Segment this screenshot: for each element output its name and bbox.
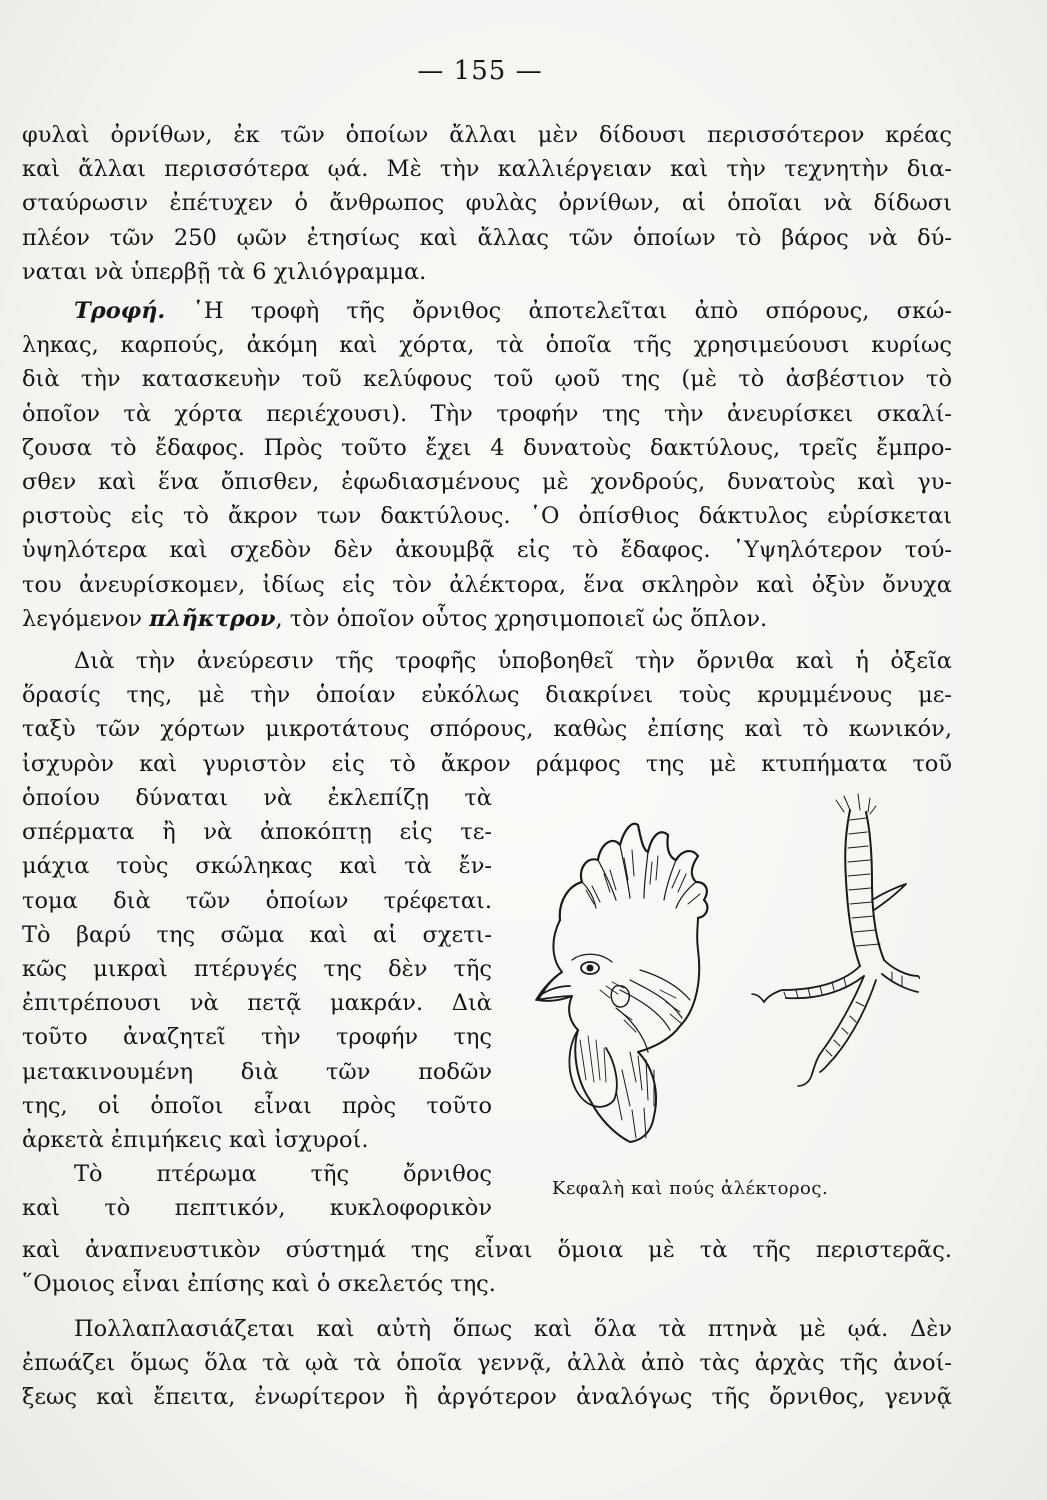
rooster-illustration	[520, 790, 920, 1180]
text-line: ληκας, καρπούς, ἀκόμη καὶ χόρτα, τὰ ὁποῖα τῆς χρησιμεύουσι κυρίως	[22, 332, 952, 359]
text-line: πλέον τῶν 250 ῳῶν ἐτησίως καὶ ἄλλας τῶν ὁποίων τὸ βάρος νὰ δύ-	[22, 224, 952, 251]
paragraph-3-narrow	[22, 781, 492, 1226]
text-line	[22, 602, 952, 636]
text-line	[22, 294, 952, 328]
text-line: ἐπιτρέπουσι νὰ πετᾷ μακράν. Διὰ	[22, 990, 492, 1017]
text-line: ὁποίου δύναται νὰ ἐκλεπίζῃ τὰ	[22, 785, 492, 811]
text-line: ἰσχυρὸν καὶ γυριστὸν εἰς τὸ ἄκρον ράμφος της μὲ κτυπήματα τοῦ	[22, 750, 952, 777]
rooster-toe-front-left	[764, 966, 864, 1002]
text-line: Διὰ τὴν ἀνεύρεσιν τῆς τροφῆς ὑποβοηθεῖ τὴν ὄρνιθα καὶ ἡ ὀξεῖα	[74, 648, 952, 674]
text-line: καὶ ἀναπνευστικὸν σύστημά της εἶναι ὅμοια μὲ τὰ τῆς περιστερᾶς.	[22, 1237, 952, 1263]
text-line: ὁποῖον τὰ χόρτα περιέχουσι). Τὴν τροφήν της τὴν ἀνευρίσκει σκαλί-	[22, 400, 952, 427]
emphasized-term: πλῆκτρον	[149, 605, 276, 632]
text-line: φυλαὶ ὀρνίθων, ἐκ τῶν ὁποίων ἄλλαι μὲν δίδουσι περισσότερον κρέας	[22, 122, 952, 148]
text-line: ὑψηλότερα καὶ σχεδὸν δὲν ἀκουμβᾷ εἰς τὸ ἔδαφος. ῾Υψηλότερον τού-	[22, 537, 952, 564]
text-fragment: , τὸν ὁποῖον οὗτος χρησιμοποιεῖ ὡς ὅπλον.	[275, 605, 768, 632]
text-line: ῞Ομοιος εἶναι ἐπίσης καὶ ὁ σκελετός της.	[22, 1271, 496, 1298]
text-line: κῶς μικραὶ πτέρυγές της δὲν τῆς	[22, 956, 492, 983]
paragraph-5	[22, 1312, 952, 1415]
text-line: ξεως καὶ ἔπειτα, ἐνωρίτερον ἢ ἀργότερον ἀναλόγως τῆς ὄρνιθος, γεννᾷ	[22, 1384, 952, 1411]
rooster-head	[538, 918, 699, 1142]
text-line: καὶ τὸ πεπτικόν, κυκλοφορικὸν	[22, 1195, 492, 1222]
text-line: ἀρκετὰ ἐπιμήκεις καὶ ἰσχυροί.	[22, 1127, 369, 1154]
text-line: τοῦτο ἀναζητεῖ τὴν τροφήν της	[22, 1024, 492, 1051]
rooster-earlobe	[611, 986, 629, 1007]
text-line: ναται νὰ ὑπερβῇ τὰ 6 χιλιόγραμμα.	[22, 258, 427, 285]
text-line: μάχια τοὺς σκώληκας καὶ τὰ ἔν-	[22, 853, 492, 880]
text-line: ταξὺ τῶν χόρτων μικροτάτους σπόρους, καθὼς ἐπίσης καὶ τὸ κωνικόν,	[22, 716, 952, 743]
text-line: σπέρματα ἢ νὰ ἀποκόπτῃ εἰς τε-	[22, 819, 492, 846]
text-line: της, οἱ ὁποῖοι εἶναι πρὸς τοῦτο	[22, 1092, 492, 1119]
text-line: σταύρωσιν ἐπέτυχεν ὁ ἄνθρωπος φυλὰς ὀρνίθων, αἱ ὁποῖαι νὰ δίδωσι	[22, 190, 952, 217]
text-line: τομα διὰ τῶν ὁποίων τρέφεται.	[22, 887, 492, 914]
figure-caption: Κεφαλὴ καὶ πούς ἀλέκτορος.	[552, 1178, 829, 1199]
page-number: — 155 —	[417, 56, 543, 86]
text-line: Τὸ πτέρωμα τῆς ὄρνιθος	[74, 1161, 492, 1188]
text-line: μετακινουμένη διὰ τῶν ποδῶν	[22, 1058, 492, 1085]
paragraph-3	[22, 644, 952, 781]
rooster-illustration-svg	[520, 790, 920, 1180]
text-line: καὶ ἄλλαι περισσότερα ῳά. Μὲ τὴν καλλιέργειαν καὶ τὴν τεχνητὴν δια-	[22, 156, 952, 183]
text-line: σθεν καὶ ἕνα ὄπισθεν, ἐφωδιασμένους μὲ χονδρούς, δυνατοὺς καὶ γυ-	[22, 469, 952, 496]
text-line: του ἀνευρίσκομεν, ἰδίως εἰς τὸν ἀλέκτορα, ἕνα σκληρὸν καὶ ὀξὺν ὄνυχα	[22, 571, 952, 598]
paragraph-4	[22, 1233, 952, 1301]
paragraph-2	[22, 294, 952, 636]
text-fragment: ῾Η τροφὴ τῆς ὄρνιθος ἀποτελεῖται ἀπὸ σπόρους, σκώ-	[192, 298, 952, 324]
text-line: ριστοὺς εἰς τὸ ἄκρον των δακτύλους. ῾Ο ὀπίσθιος δάκτυλος εὑρίσκεται	[22, 503, 952, 530]
text-fragment: λεγόμενον	[22, 605, 150, 632]
text-line: ὅρασίς της, μὲ τὴν ὁποίαν εὐκόλως διακρίνει τοὺς κρυμμένους με-	[22, 682, 952, 709]
text-line: ζουσα τὸ ἔδαφος. Πρὸς τοῦτο ἔχει 4 δυνατοὺς δακτύλους, τρεῖς ἔμπρο-	[22, 434, 952, 461]
text-line: ἐπωάζει ὅμως ὅλα τὰ ῳὰ τὰ ὁποῖα γεννᾷ, ἀλλὰ ἀπὸ τὰς ἀρχὰς τῆς ἀνοί-	[22, 1350, 952, 1377]
rooster-spur	[872, 884, 906, 910]
section-heading: Τροφή.	[74, 298, 166, 324]
paragraph-1	[22, 118, 952, 289]
text-line: Πολλαπλασιάζεται καὶ αὐτὴ ὅπως καὶ ὅλα τὰ πτηνὰ μὲ ῳά. Δὲν	[74, 1316, 952, 1342]
rooster-toe-front-right	[882, 960, 918, 992]
text-line: διὰ τὴν κατασκευὴν τοῦ κελύφους τοῦ ῳοῦ της (μὲ τὸ ἀσβέστιον τὸ	[22, 366, 952, 393]
text-line: Τὸ βαρύ της σῶμα καὶ αἱ σχετι-	[22, 921, 492, 948]
